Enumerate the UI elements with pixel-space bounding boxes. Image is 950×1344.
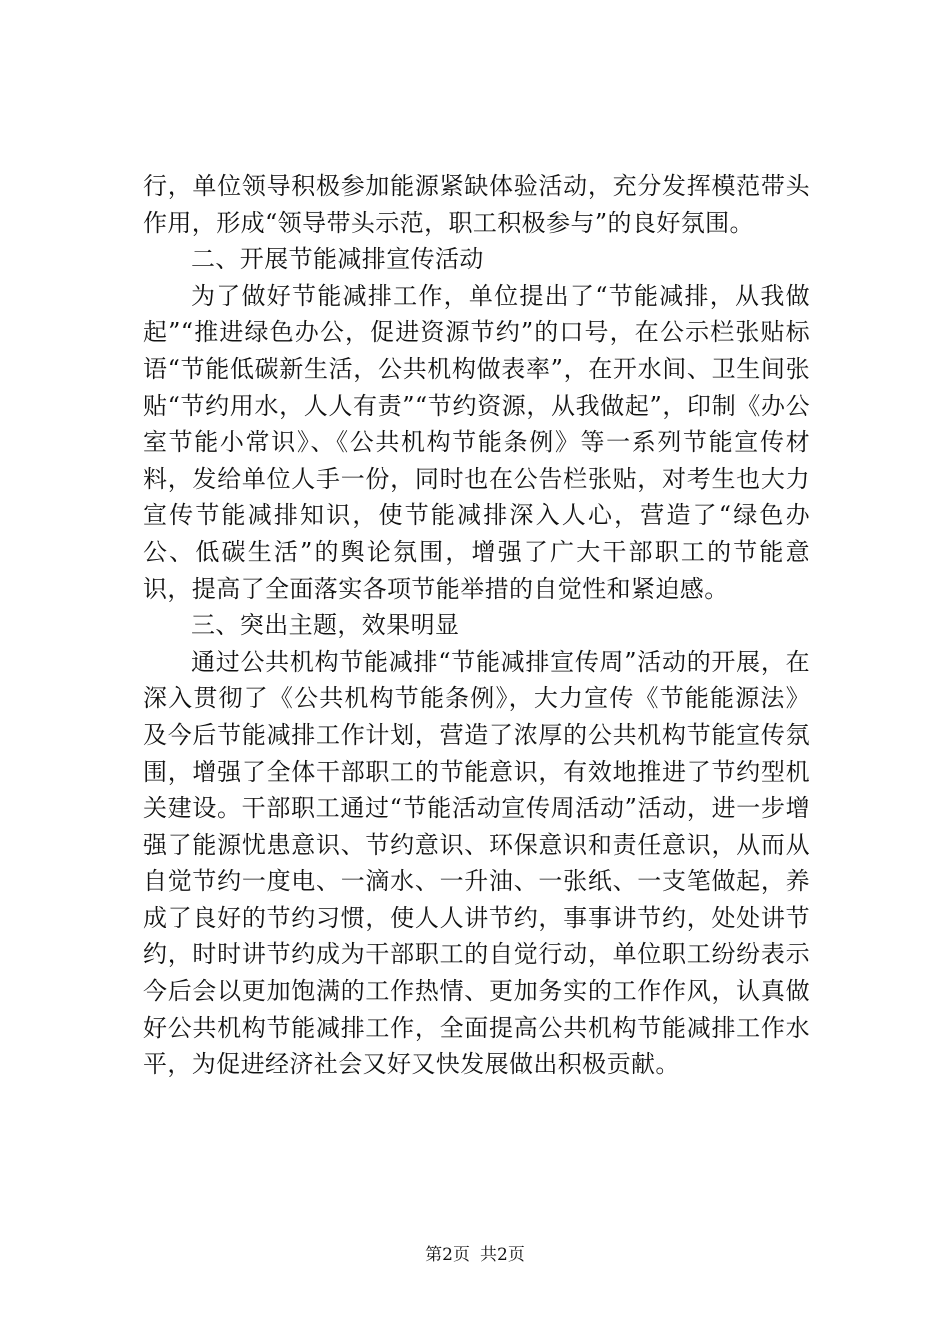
document-body [143,168,810,1083]
page-footer [0,1244,950,1266]
section-heading-2: 二、开展节能减排宣传活动 [191,245,484,274]
paragraph-continuation: 行，单位领导积极参加能源紧缺体验活动，充分发挥模范带头作用，形成“领导带头示范，职工积极参与”的良好氛围。 [143,172,810,237]
paragraph-publicity: 为了做好节能减排工作，单位提出了“节能减排，从我做起”“推进绿色办公，促进资源节约”的口号，在公示栏张贴标语“节能低碳新生活，公共机构做表率”，在开水间、卫生间张贴“节约用水，人人有责”“节约资源，从我做起”，印制《办公室节能小常识》、《公共机构节能条例》等一系列节能宣传材料，发给单位人手一份，同时也在公告栏张贴，对考生也大力宣传节能减排知识，使节能减排深入人心，营造了“绿色办公、低碳生活”的舆论氛围，增强了广大干部职工的节能意识，提高了全面落实各项节能举措的自觉性和紧迫感。 [143,281,810,603]
page-number: 第2页 [425,1245,470,1265]
page-total: 共2页 [480,1245,525,1265]
section-heading-3: 三、突出主题，效果明显 [191,611,460,640]
paragraph-results: 通过公共机构节能减排“节能减排宣传周”活动的开展，在深入贯彻了《公共机构节能条例》，大力宣传《节能能源法》及今后节能减排工作计划，营造了浓厚的公共机构节能宣传氛围，增强了全体干部职工的节能意识，有效地推进了节约型机关建设。干部职工通过“节能活动宣传周活动”活动，进一步增强了能源忧患意识、节约意识、环保意识和责任意识，从而从自觉节约一度电、一滴水、一升油、一张纸、一支笔做起，养成了良好的节约习惯，使人人讲节约，事事讲节约，处处讲节约，时时讲节约成为干部职工的自觉行动，单位职工纷纷表示今后会以更加饱满的工作热情、更加务实的工作作风，认真做好公共机构节能减排工作，全面提高公共机构节能减排工作水平，为促进经济社会又好又快发展做出积极贡献。 [143,647,810,1079]
